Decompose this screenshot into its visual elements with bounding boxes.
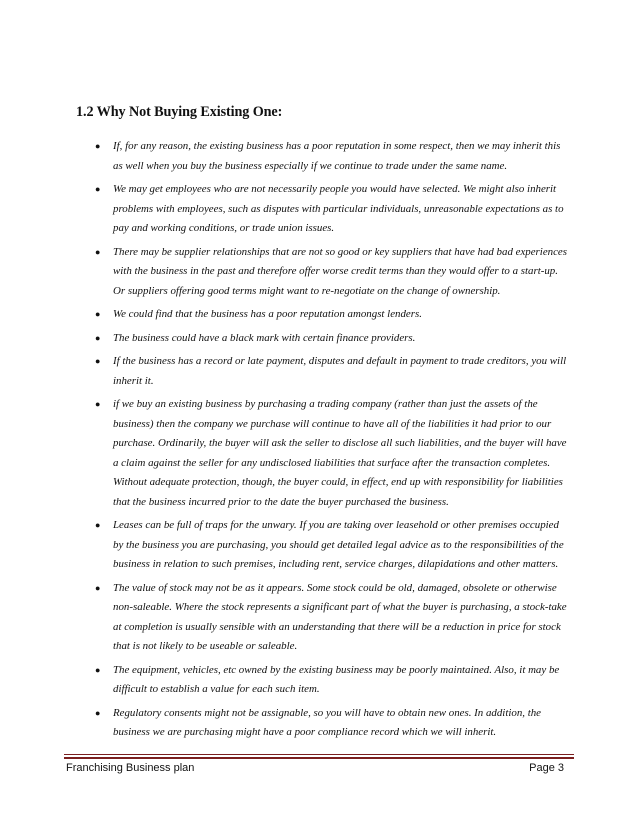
list-item — [95, 516, 567, 575]
footer-divider — [64, 754, 574, 755]
list-item — [95, 395, 567, 512]
list-item-text: The business could have a black mark with certain finance providers. — [113, 331, 416, 344]
bullet-dot-icon: ● — [95, 141, 101, 151]
bullet-dot-icon: ● — [95, 707, 101, 718]
bullet-dot-icon: ● — [95, 309, 101, 319]
bullet-dot-icon: ● — [95, 356, 101, 366]
list-item — [95, 661, 567, 700]
list-item — [95, 329, 567, 349]
footer-page-number: Page 3 — [529, 762, 564, 774]
bullet-dot-icon: ● — [95, 332, 101, 343]
list-item — [95, 352, 567, 391]
list-item — [95, 704, 567, 743]
list-item-text: Regulatory consents might not be assignable, so you will have to obtain new ones. In addition, the business we are purchasing might have a poor compliance record which we will inherit. — [113, 706, 542, 738]
footer-divider-thick — [64, 757, 574, 759]
bullet-dot-icon: ● — [95, 246, 101, 257]
footer-document-title: Franchising Business plan — [66, 762, 195, 774]
list-item-text: The equipment, vehicles, etc owned by the existing business may be poorly maintained. Also, it may be difficult to establish a value for each such item. — [113, 663, 560, 695]
list-item-text: There may be supplier relationships that are not so good or key suppliers that have had bad experiences with the business in the past and therefore offer worse credit terms than they would offer to a start-up. Or suppliers offering good terms might want to re-negotiate on the change of ownership. — [113, 245, 568, 297]
list-item — [95, 305, 567, 325]
list-item-text: The value of stock may not be as it appears. Some stock could be old, damaged, obsolete or otherwise non-saleable. Where the stock represents a significant part of what the buyer is purchasing, a stock-take at completion is usually sensible with an understanding that there will be a reduction in price for stock that is not likely to be useable or saleable. — [113, 581, 567, 652]
section-heading: 1.2 Why Not Buying Existing One: — [76, 104, 283, 120]
list-item-text: We may get employees who are not necessarily people you would have selected. We might also inherit problems with employees, such as disputes with particular individuals, unreasonable expectations as to pay and working conditions, or trade union issues. — [113, 183, 564, 234]
list-item — [95, 137, 567, 176]
bullet-dot-icon: ● — [95, 520, 101, 530]
bullet-dot-icon: ● — [95, 184, 101, 194]
bullet-list — [0, 137, 638, 747]
bullet-dot-icon: ● — [95, 664, 101, 675]
list-item-text: If, for any reason, the existing business has a poor reputation in some respect, then we may inherit this as well when you buy the business especially if we continue to trade under the same name. — [113, 140, 561, 172]
list-item-text: Leases can be full of traps for the unwary. If you are taking over leasehold or other premises occupied by the business you are purchasing, you should get detailed legal advice as to the responsibilities of the business in relation to such premises, including rent, service charges, dilapidations and other matters. — [113, 519, 564, 570]
list-item-text: We could find that the business has a poor reputation amongst lenders. — [113, 308, 422, 320]
list-item — [95, 243, 568, 302]
list-item — [95, 180, 567, 239]
bullet-dot-icon: ● — [95, 582, 101, 593]
list-item-text: if we buy an existing business by purchasing a trading company (rather than just the assets of the business) then the company we purchase will continue to have all of the liabilities it had prior to our purchase. Ordinarily, the buyer will ask the seller to disclose all such liabilities, and the buyer will have a claim against the seller for any undisclosed liabilities that surface after the transaction completes. Without adequate protection, though, the buyer could, in effect, end up with responsibility for liabilities that the business incurred prior to the date the buyer purchased the business. — [113, 398, 567, 508]
bullet-dot-icon: ● — [95, 399, 101, 409]
list-item-text: If the business has a record or late payment, disputes and default in payment to trade creditors, you will inherit it. — [113, 355, 567, 387]
list-item — [95, 579, 567, 657]
